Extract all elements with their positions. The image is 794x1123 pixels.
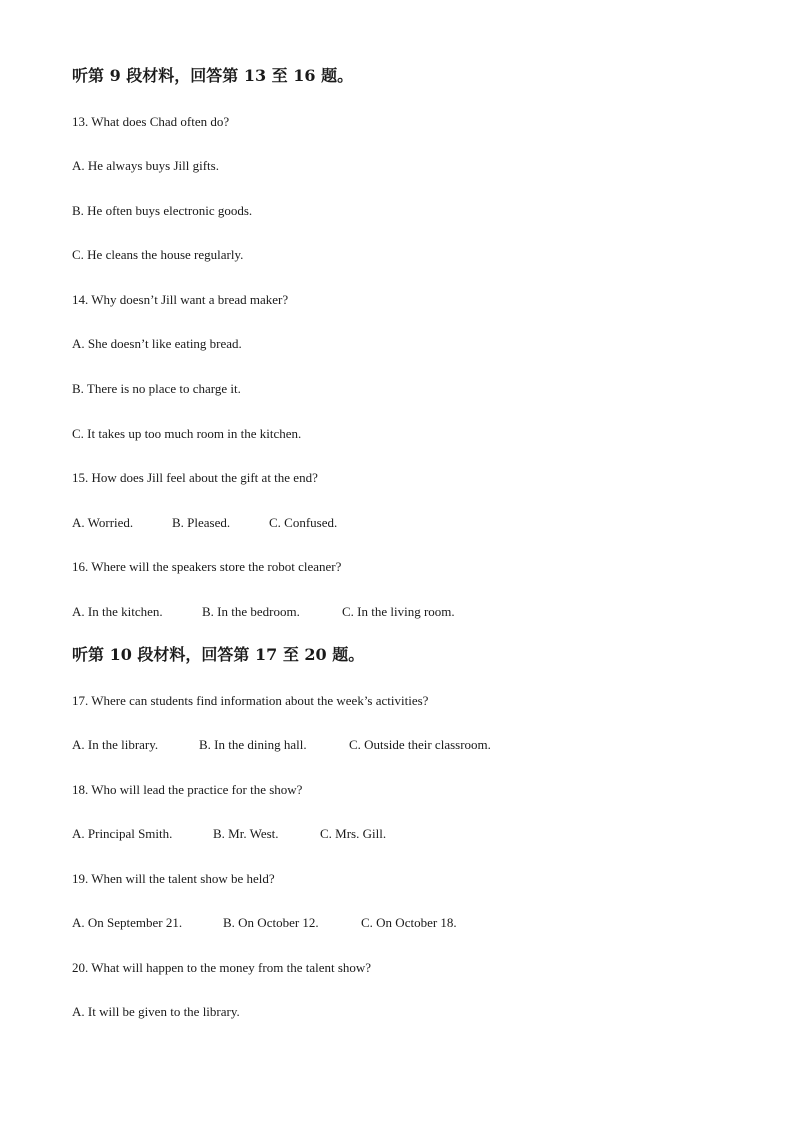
question-20: 20. What will happen to the money from the talent show?: [72, 960, 372, 975]
option-16-b: B. In the bedroom.: [202, 604, 300, 619]
option-14-a: A. She doesn’t like eating bread.: [72, 336, 242, 351]
option-13-c: C. He cleans the house regularly.: [72, 247, 244, 262]
option-17-a: A. In the library.: [72, 737, 159, 752]
question-13: 13. What does Chad often do?: [72, 114, 230, 129]
question-14: 14. Why doesn’t Jill want a bread maker?: [72, 292, 289, 307]
option-18-c: C. Mrs. Gill.: [320, 826, 387, 841]
options-19: [72, 915, 457, 931]
option-15-c: C. Confused.: [269, 515, 338, 530]
options-17: [72, 737, 491, 753]
question-17: 17. Where can students find information about the week’s activities?: [72, 693, 429, 708]
option-15-b: B. Pleased.: [172, 515, 231, 530]
option-18-b: B. Mr. West.: [213, 826, 279, 841]
option-17-c: C. Outside their classroom.: [349, 737, 491, 752]
option-19-b: B. On October 12.: [223, 915, 319, 930]
option-14-b: B. There is no place to charge it.: [72, 381, 241, 396]
section-heading: 听第 10 段材料，回答第 17 至 20 题。: [72, 645, 365, 664]
option-18-a: A. Principal Smith.: [72, 826, 173, 841]
option-14-c: C. It takes up too much room in the kitchen.: [72, 426, 302, 441]
question-15: 15. How does Jill feel about the gift at the end?: [72, 470, 318, 485]
option-19-a: A. On September 21.: [72, 915, 183, 930]
option-20-a: A. It will be given to the library.: [72, 1004, 240, 1019]
option-15-a: A. Worried.: [72, 515, 134, 530]
question-16: 16. Where will the speakers store the robot cleaner?: [72, 559, 342, 574]
section-heading: 听第 9 段材料，回答第 13 至 16 题。: [72, 66, 354, 85]
question-19: 19. When will the talent show be held?: [72, 871, 275, 886]
option-17-b: B. In the dining hall.: [199, 737, 307, 752]
option-13-a: A. He always buys Jill gifts.: [72, 158, 219, 173]
question-18: 18. Who will lead the practice for the show?: [72, 782, 303, 797]
option-13-b: B. He often buys electronic goods.: [72, 203, 253, 218]
option-19-c: C. On October 18.: [361, 915, 457, 930]
options-16: [72, 604, 455, 620]
option-16-c: C. In the living room.: [342, 604, 455, 619]
options-15: [72, 515, 337, 531]
option-16-a: A. In the kitchen.: [72, 604, 163, 619]
options-18: [72, 826, 386, 842]
